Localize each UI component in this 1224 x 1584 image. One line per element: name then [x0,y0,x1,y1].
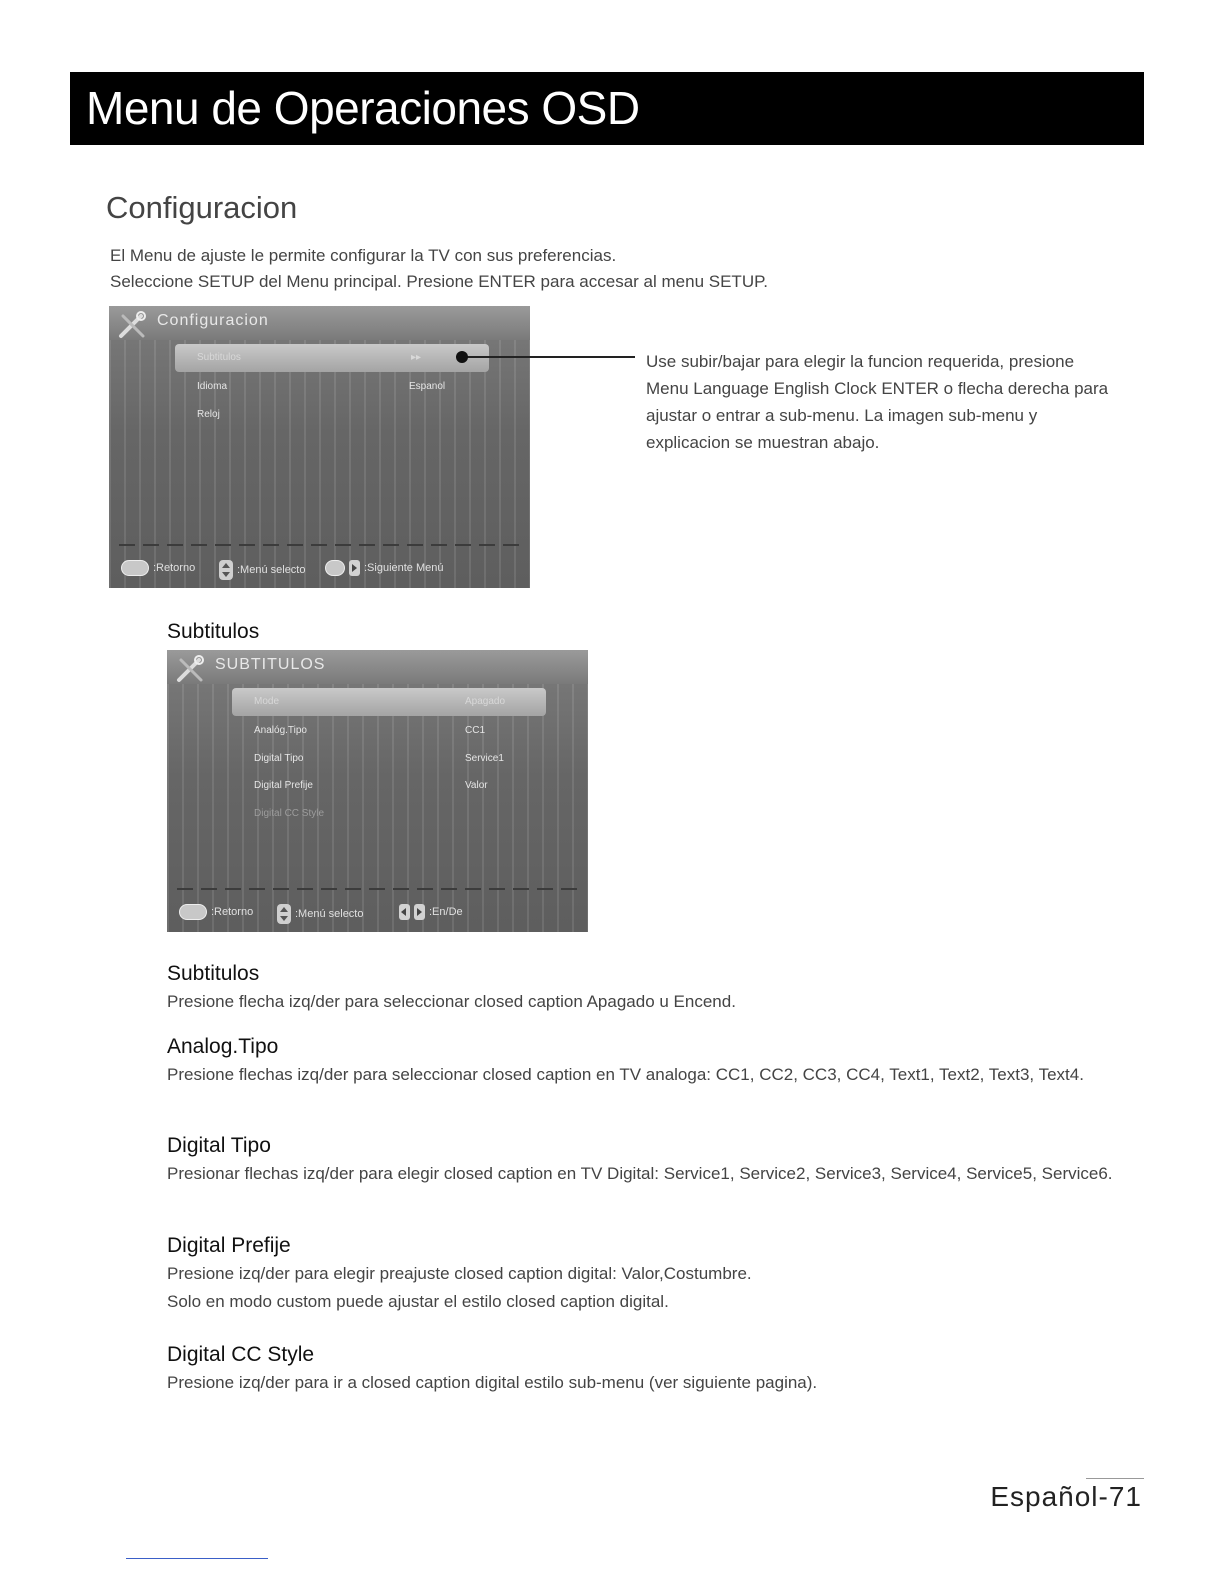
osd-row-value: Espanol [409,381,446,392]
desc-subtitulos [167,988,1117,1016]
heading-subtitulos: Subtitulos [167,962,260,985]
osd-footer-select-label: :Menú selecto [237,564,306,576]
osd-footer-return-label: :Retorno [211,906,254,918]
desc-paragraph: Presione izq/der para elegir preajuste closed caption digital: Valor,Costumbre. [167,1264,752,1283]
heading-analog-tipo: Analog.Tipo [167,1035,279,1058]
right-arrow-key-icon [349,560,360,576]
osd-row-value: CC1 [465,725,486,736]
desc-digital-prefije [167,1260,1117,1316]
up-down-key-icon [277,904,291,924]
osd-row-value: Apagado [465,696,506,707]
osd-row-label: Subtitulos [197,352,241,363]
osd-footer [167,894,588,932]
tools-icon [175,654,205,684]
osd-row-analog-tipo[interactable] [232,717,546,745]
osd-row-value: Service1 [465,753,504,764]
osd-footer-select-label: :Menú selecto [295,908,364,920]
right-arrow-key-icon [414,904,425,920]
osd-setup-screen [109,306,530,588]
osd-row-digital-tipo[interactable] [232,745,546,773]
intro-line-2: Seleccione SETUP del Menu principal. Presione ENTER para accesar al menu SETUP. [110,272,768,291]
section-intro [110,243,768,295]
osd-footer-onoff [399,904,463,920]
enter-key-icon [325,560,345,576]
bottom-rule [126,1558,268,1559]
intro-line-1: El Menu de ajuste le permite configurar la TV con sus preferencias. [110,246,617,265]
desc-paragraph: Presione flecha izq/der para seleccionar closed caption Apagado u Encend. [167,992,736,1011]
osd-row-label: Idioma [197,381,228,392]
osd-title: SUBTITULOS [215,656,326,673]
section-title: Configuracion [106,190,298,225]
osd-row-label: Digital Tipo [254,753,304,764]
osd-footer-return [121,560,195,576]
desc-digital-cc-style [167,1369,1117,1397]
osd-row-label: Digital Prefije [254,780,313,791]
footer-rule [1086,1478,1144,1479]
osd-row-label: Mode [254,696,280,707]
callout-text: Use subir/bajar para elegir la funcion requerida, presione Menu Language English Clock ENTER o flecha derecha para ajustar o entrar a sub-menu. La imagen sub-menu y explicacion se muestran abajo. [646,352,1109,452]
up-down-key-icon [219,560,233,580]
osd-row-mode[interactable] [232,688,546,716]
osd2-caption: Subtitulos [167,620,260,643]
heading-digital-cc-style: Digital CC Style [167,1343,315,1366]
tools-icon [117,310,147,340]
desc-analog-tipo [167,1061,1117,1089]
osd-row-value: Valor [465,780,488,791]
heading-digital-tipo: Digital Tipo [167,1134,271,1157]
osd-row-subtitulos[interactable] [175,344,489,372]
osd-row-idioma[interactable] [175,373,489,401]
left-arrow-key-icon [399,904,410,920]
osd-divider [119,544,520,546]
osd-footer-next-label: :Siguiente Menú [364,562,444,574]
page-banner: Menu de Operaciones OSD [70,72,1144,145]
osd-footer-return-label: :Retorno [153,562,196,574]
osd-title: Configuracion [157,312,269,329]
osd-subtitulos-screen [167,650,588,932]
callout-dot [456,351,468,363]
osd-footer-select [277,904,363,924]
osd-footer-next [325,560,444,576]
heading-digital-prefije: Digital Prefije [167,1234,291,1257]
osd-footer-return [179,904,253,920]
desc-paragraph: Presionar flechas izq/der para elegir closed caption en TV Digital: Service1, Service2, Service3, Service4, Service5, Service6. [167,1164,1113,1183]
callout-line [463,356,635,358]
desc-paragraph: Presione izq/der para ir a closed caption digital estilo sub-menu (ver siguiente pagina). [167,1373,818,1392]
menu-key-icon [121,560,149,576]
desc-digital-tipo [167,1160,1117,1188]
desc-paragraph: Solo en modo custom puede ajustar el estilo closed caption digital. [167,1292,669,1311]
osd-row-reloj[interactable] [175,401,489,429]
osd-row-arrow: ▸▸ [411,352,422,363]
osd-row-digital-cc-style [232,800,546,828]
osd-divider [177,888,578,890]
osd-row-digital-prefije[interactable] [232,772,546,800]
osd-row-label: Reloj [197,409,220,420]
osd-footer [109,550,530,588]
desc-paragraph: Presione flechas izq/der para seleccionar closed caption en TV analoga: CC1, CC2, CC3, CC4, Text1, Text2, Text3, Text4. [167,1065,1084,1084]
osd-row-label: Digital CC Style [254,808,325,819]
osd-footer-select [219,560,305,580]
page-number: Español-71 [990,1481,1142,1512]
menu-key-icon [179,904,207,920]
osd-row-label: Analóg.Tipo [254,725,307,736]
osd-footer-onoff-label: :En/De [429,906,463,918]
